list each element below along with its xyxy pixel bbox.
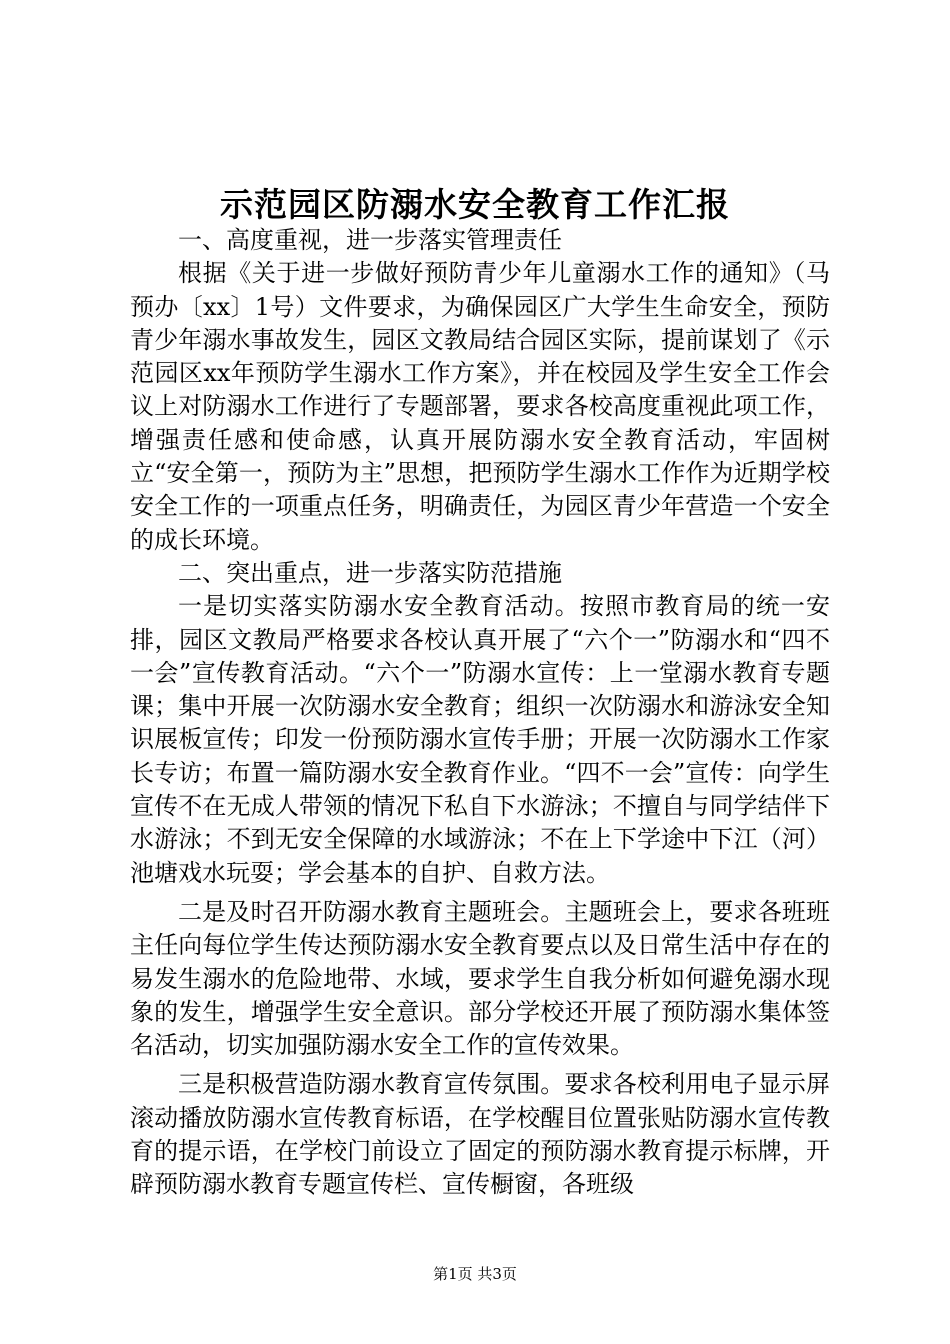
section-heading-1: 一、高度重视，进一步落实管理责任	[178, 226, 562, 254]
paragraph-2: 一是切实落实防溺水安全教育活动。按照市教育局的统一安排，园区文教局严格要求各校认真开展了“六个一”防溺水和“四不一会”宣传教育活动。“六个一”防溺水宣传：上一堂溺水教育专题课；集中开展一次防溺水安全教育；组织一次防溺水和游泳安全知识展板宣传；印发一份预防溺水宣传手册；开展一次防溺水工作家长专访；布置一篇防溺水安全教育作业。“四不一会”宣传：向学生宣传不在无成人带领的情况下私自下水游泳；不擅自与同学结伴下水游泳；不到无安全保障的水域游泳；不在上下学途中下江（河）池塘戏水玩耍；学会基本的自护、自救方法。	[130, 592, 830, 887]
page-footer: 第1页 共3页	[433, 1265, 517, 1283]
document-title: 示范园区防溺水安全教育工作汇报	[220, 185, 730, 224]
section-heading-2: 二、突出重点，进一步落实防范措施	[178, 558, 562, 587]
paragraph-3: 二是及时召开防溺水教育主题班会。主题班会上，要求各班班主任向每位学生传达预防溺水安全教育要点以及日常生活中存在的易发生溺水的危险地带、水域，要求学生自我分析如何避免溺水现象的发生，增强学生安全意识。部分学校还开展了预防溺水集体签名活动，切实加强防溺水安全工作的宣传效果。	[130, 897, 830, 1060]
paragraph-1: 根据《关于进一步做好预防青少年儿童溺水工作的通知》（马预办〔xx〕1号）文件要求，为确保园区广大学生生命安全，预防青少年溺水事故发生，园区文教局结合园区实际，提前谋划了《示范园区xx年预防学生溺水工作方案》，并在校园及学生安全工作会议上对防溺水工作进行了专题部署，要求各校高度重视此项工作，增强责任感和使命感，认真开展防溺水安全教育活动，牢固树立“安全第一，预防为主”思想，把预防学生溺水工作作为近期学校安全工作的一项重点任务，明确责任，为园区青少年营造一个安全的成长环境。	[130, 259, 830, 554]
paragraph-4: 三是积极营造防溺水教育宣传氛围。要求各校利用电子显示屏滚动播放防溺水宣传教育标语，在学校醒目位置张贴防溺水宣传教育的提示语，在学校门前设立了固定的预防溺水教育提示标牌，开辟预防溺水教育专题宣传栏、宣传橱窗，各班级	[130, 1070, 830, 1199]
document-body	[130, 224, 830, 1202]
